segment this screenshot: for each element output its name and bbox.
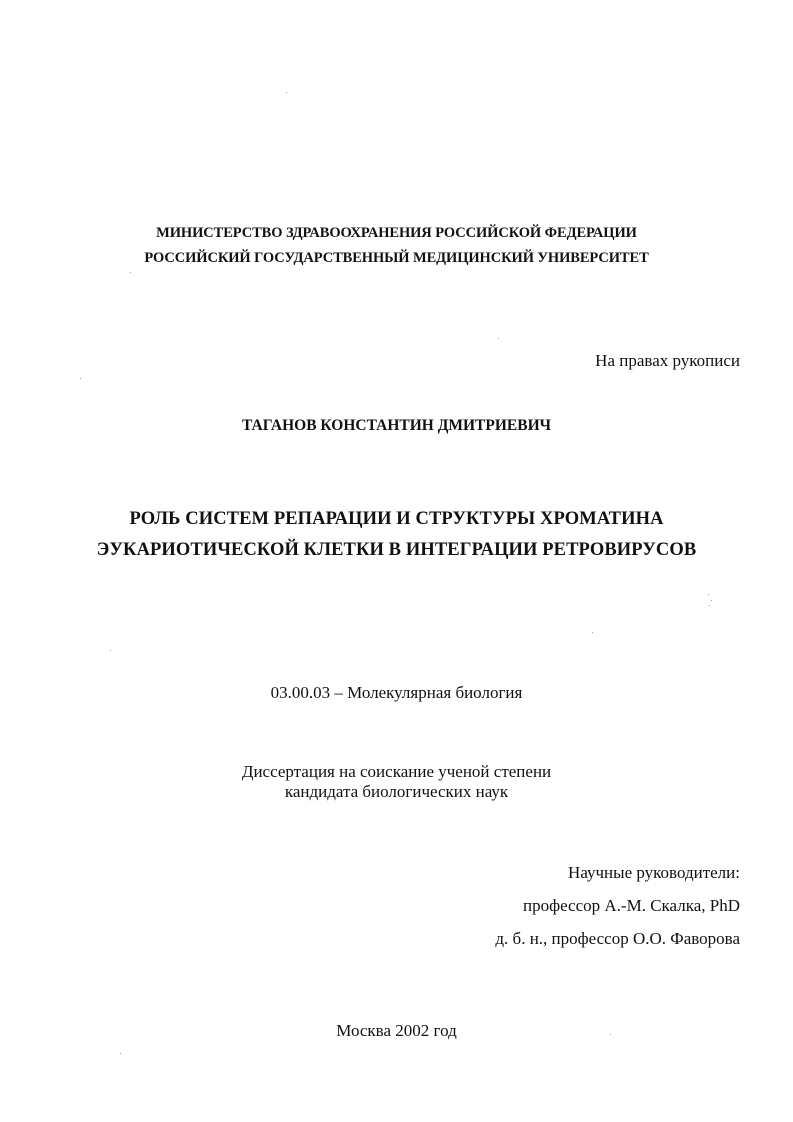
city-year: Москва 2002 год [336, 1021, 457, 1040]
dissertation-title-line-1: РОЛЬ СИСТЕМ РЕПАРАЦИИ И СТРУКТУРЫ ХРОМАТИНА [129, 509, 664, 529]
dissertation-title-line-2: ЭУКАРИОТИЧЕСКОЙ КЛЕТКИ В ИНТЕГРАЦИИ РЕТРОВИРУСОВ [96, 540, 697, 560]
ministry-line: МИНИСТЕРСТВО ЗДРАВООХРАНЕНИЯ РОССИЙСКОЙ ФЕДЕРАЦИИ [156, 225, 637, 241]
author-name: ТАГАНОВ КОНСТАНТИН ДМИТРИЕВИЧ [241, 417, 552, 434]
supervisors-heading: Научные руководители: [568, 863, 740, 882]
scan-speck [130, 272, 131, 273]
scan-speck [286, 92, 287, 93]
scan-speck [708, 594, 709, 595]
manuscript-note: На правах рукописи [595, 351, 740, 370]
degree-line-1: Диссертация на соискание ученой степени [241, 762, 552, 781]
scan-speck [592, 632, 593, 633]
specialty-code: 03.00.03 – Молекулярная биология [270, 683, 523, 702]
university-line: РОССИЙСКИЙ ГОСУДАРСТВЕННЫЙ МЕДИЦИНСКИЙ УНИВЕРСИТЕТ [144, 250, 649, 266]
scan-speck [80, 378, 81, 379]
scan-speck [610, 1034, 611, 1035]
supervisor-2: д. б. н., профессор О.О. Фаворова [495, 929, 740, 948]
scan-speck [110, 650, 111, 651]
degree-line-2: кандидата биологических наук [284, 782, 509, 801]
scan-speck [498, 338, 499, 339]
scan-speck [711, 600, 712, 601]
scan-speck [709, 605, 710, 606]
supervisor-1: профессор А.-М. Скалка, PhD [522, 896, 740, 915]
scan-speck [120, 1053, 121, 1054]
